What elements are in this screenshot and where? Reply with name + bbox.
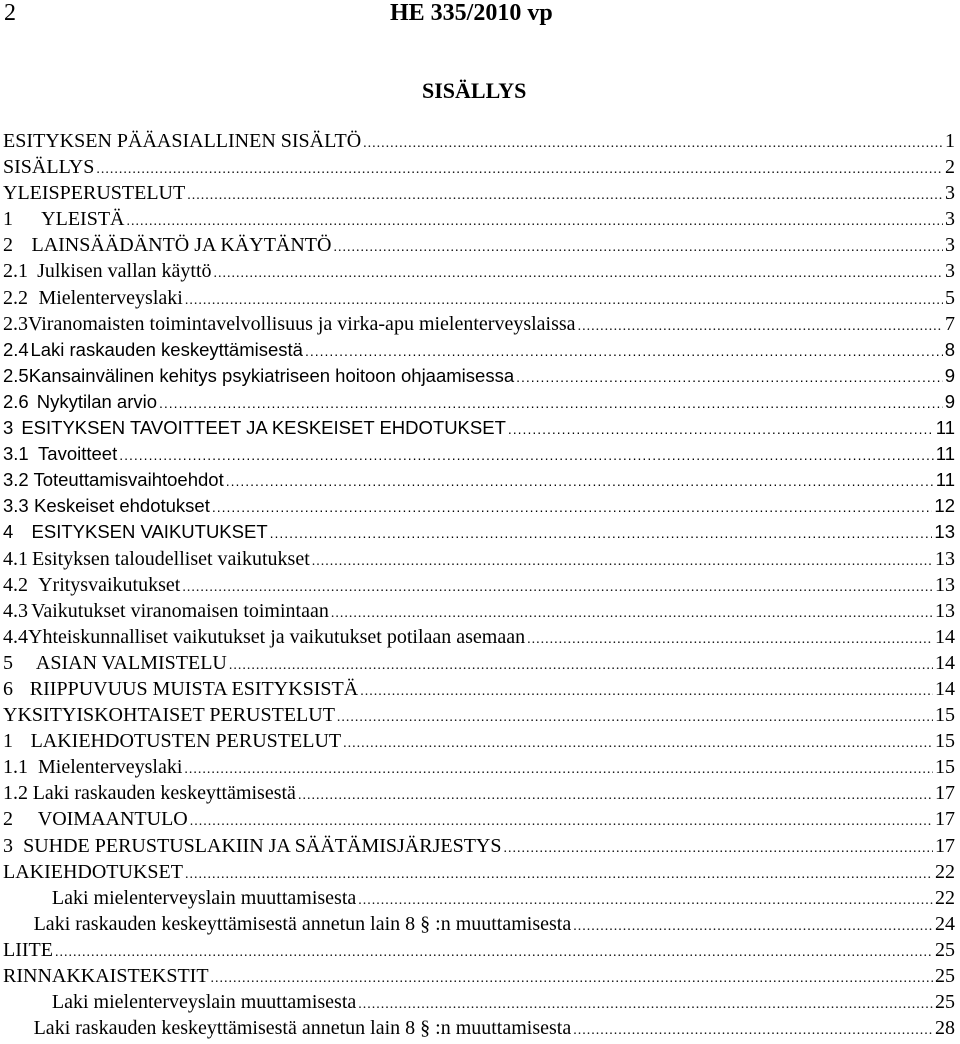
toc-entry-page: 15 [935, 704, 955, 727]
toc-entry[interactable] [3, 624, 955, 650]
toc-entry-label: Keskeiset ehdotukset [34, 495, 210, 517]
toc-leader-dots [503, 836, 933, 862]
toc-entry-page: 3 [945, 234, 955, 257]
toc-entry-number: 3.1 [3, 443, 29, 465]
toc-entry[interactable] [3, 285, 955, 311]
toc-entry-label: Laki mielenterveyslain muuttamisesta [51, 886, 357, 909]
toc-entry-number: 2 [3, 234, 13, 257]
toc-entry-page: 13 [935, 547, 955, 570]
toc-entry-label: LAKIEHDOTUSTEN PERUSTELUT [30, 730, 342, 753]
table-of-contents [3, 128, 955, 1041]
toc-entry-page: 11 [935, 443, 955, 465]
toc-leader-dots [358, 992, 933, 1018]
toc-entry-page: 25 [935, 991, 955, 1014]
toc-entry[interactable] [3, 363, 955, 389]
toc-entry[interactable] [3, 1015, 955, 1041]
toc-leader-dots [343, 731, 933, 757]
toc-entry-label: Yritysvaikutukset [38, 573, 181, 596]
toc-leader-dots [270, 520, 933, 546]
toc-entry-page: 25 [935, 938, 955, 961]
toc-entry-page: 25 [935, 965, 955, 987]
toc-entry[interactable] [3, 337, 955, 363]
toc-leader-dots [214, 261, 943, 287]
toc-entry-number: 4.3 [3, 599, 28, 622]
toc-entry-number: 3 [3, 417, 14, 439]
toc-entry-label: Mielenterveyslaki [38, 286, 183, 309]
toc-entry-page: 22 [935, 886, 955, 909]
toc-leader-dots [527, 627, 933, 653]
toc-leader-dots [508, 416, 934, 442]
toc-entry-label: Laki raskauden keskeyttämisestä [30, 338, 303, 360]
toc-entry-number: 1.2 [3, 782, 28, 805]
toc-entry-number: 4 [3, 521, 14, 543]
toc-entry-label: Esityksen taloudelliset vaikutukset [32, 547, 310, 570]
toc-leader-dots [298, 783, 933, 809]
toc-leader-dots [573, 914, 933, 940]
toc-entry[interactable] [3, 572, 955, 598]
toc-entry-page: 13 [935, 599, 955, 622]
toc-entry[interactable] [3, 258, 955, 284]
toc-leader-dots [337, 705, 933, 731]
toc-entry-label: Tavoitteet [38, 443, 118, 465]
toc-entry-page: 17 [935, 782, 955, 805]
toc-entry-number: 2.4 [3, 338, 29, 360]
toc-entry-page: 3 [945, 182, 955, 205]
toc-entry[interactable] [3, 441, 955, 467]
toc-entry-number: 1 [3, 208, 13, 231]
toc-entry-label: Nykytilan arvio [36, 390, 158, 412]
toc-leader-dots [516, 364, 943, 390]
toc-entry[interactable] [3, 963, 955, 989]
toc-entry[interactable] [3, 519, 955, 545]
toc-entry-number: 2.2 [3, 286, 28, 309]
toc-entry-page: 14 [935, 651, 955, 674]
toc-entry-label: YLEISPERUSTELUT [3, 182, 186, 205]
toc-entry-label: LIITE [3, 938, 53, 961]
toc-leader-dots [573, 1018, 933, 1044]
toc-entry-number: 3.2 [3, 469, 29, 491]
toc-entry-label: Mielenterveyslaki [37, 756, 183, 779]
toc-entry-page: 9 [944, 364, 955, 386]
toc-entry-page: 17 [935, 834, 955, 857]
toc-entry-page: 13 [934, 521, 955, 543]
toc-leader-dots [127, 209, 944, 235]
toc-entry-page: 7 [945, 312, 955, 335]
toc-leader-dots [226, 468, 934, 494]
toc-entry-label: Laki raskauden keskeyttämisestä annetun lain 8 § :n muuttamisesta [33, 912, 572, 935]
toc-entry-label: Julkisen vallan käyttö [37, 260, 212, 283]
toc-entry[interactable] [3, 206, 955, 232]
toc-entry-label: Vaikutukset viranomaisen toimintaan [31, 599, 329, 622]
toc-leader-dots [185, 862, 933, 888]
toc-entry[interactable] [3, 546, 955, 572]
toc-entry[interactable] [3, 493, 955, 519]
toc-entry-page: 12 [934, 495, 955, 517]
toc-entry-label: Laki mielenterveyslain muuttamisesta [51, 991, 357, 1014]
toc-entry-label: ASIAN VALMISTELU [35, 651, 227, 674]
toc-entry[interactable] [3, 911, 955, 937]
toc-entry-number: 2.1 [3, 260, 28, 283]
toc-leader-dots [363, 131, 943, 157]
toc-entry[interactable] [3, 232, 955, 258]
toc-entry-page: 15 [935, 756, 955, 779]
toc-entry-label: Yhteiskunnalliset vaikutukset ja vaikutukset potilaan asemaan [28, 625, 526, 648]
toc-entry[interactable] [3, 311, 955, 337]
toc-leader-dots [211, 966, 933, 992]
toc-entry-label: LAKIEHDOTUKSET [3, 860, 183, 883]
toc-entry[interactable] [3, 754, 955, 780]
toc-entry-number: 2.3 [3, 312, 28, 335]
toc-entry-number: 2.5 [3, 364, 29, 386]
toc-leader-dots [312, 549, 933, 575]
toc-entry-label: LAINSÄÄDÄNTÖ JA KÄYTÄNTÖ [31, 234, 332, 257]
toc-entry[interactable] [3, 806, 955, 832]
toc-leader-dots [358, 888, 933, 914]
toc-entry-page: 1 [945, 130, 955, 152]
toc-leader-dots [96, 157, 943, 183]
toc-entry-page: 22 [935, 860, 955, 883]
toc-entry[interactable] [3, 702, 955, 728]
toc-entry[interactable] [3, 885, 955, 911]
toc-entry[interactable] [3, 989, 955, 1015]
toc-entry-number: 4.2 [3, 573, 28, 596]
toc-entry-page: 5 [945, 286, 955, 309]
toc-leader-dots [55, 940, 933, 966]
toc-entry[interactable] [3, 937, 955, 963]
toc-entry-label: Toteuttamisvaihtoehdot [33, 469, 224, 491]
toc-entry[interactable] [3, 415, 955, 441]
toc-entry-page: 15 [935, 730, 955, 753]
toc-leader-dots [333, 235, 943, 261]
toc-leader-dots [578, 314, 943, 340]
toc-entry-number: 3.3 [3, 495, 29, 517]
toc-entry-page: 11 [935, 469, 955, 491]
toc-entry-label: Laki raskauden keskeyttämisestä [32, 782, 296, 805]
toc-entry-number: 4.4 [3, 625, 28, 648]
toc-entry-page: 8 [944, 338, 955, 360]
toc-entry-page: 3 [945, 260, 955, 283]
toc-entry-page: 13 [935, 573, 955, 596]
toc-leader-dots [229, 653, 933, 679]
toc-title: SISÄLLYS [422, 78, 527, 103]
toc-entry[interactable] [3, 154, 955, 180]
toc-leader-dots [184, 757, 933, 783]
toc-leader-dots [212, 494, 933, 520]
toc-entry-label: VOIMAANTULO [37, 808, 188, 831]
toc-entry-page: 14 [935, 625, 955, 648]
toc-entry-label: YLEISTÄ [41, 208, 125, 231]
toc-leader-dots [182, 575, 933, 601]
toc-entry-label: Viranomaisten toimintavelvollisuus ja virka-apu mielenterveyslaissa [28, 312, 576, 335]
toc-entry[interactable] [3, 467, 955, 493]
toc-entry[interactable] [3, 780, 955, 806]
toc-leader-dots [187, 183, 943, 209]
toc-entry[interactable] [3, 728, 955, 754]
toc-entry-label: RIIPPUVUUS MUISTA ESITYKSISTÄ [29, 677, 359, 700]
toc-entry[interactable] [3, 389, 955, 415]
toc-entry-label: ESITYKSEN TAVOITTEET JA KESKEISET EHDOTUKSET [21, 417, 506, 439]
toc-entry[interactable] [3, 180, 955, 206]
toc-entry-label: Laki raskauden keskeyttämisestä annetun lain 8 § :n muuttamisesta [33, 1017, 572, 1040]
page-number: 2 [4, 0, 16, 26]
toc-leader-dots [185, 288, 943, 314]
toc-leader-dots [331, 601, 933, 627]
toc-entry-label: SUHDE PERUSTUSLAKIIN JA SÄÄTÄMISJÄRJESTYS [23, 834, 502, 857]
toc-entry-page: 3 [945, 208, 955, 231]
toc-entry[interactable] [3, 859, 955, 885]
toc-leader-dots [159, 390, 943, 416]
toc-entry-number: 2 [3, 808, 13, 831]
toc-leader-dots [305, 338, 943, 364]
toc-entry-number: 6 [3, 677, 13, 700]
toc-entry-page: 14 [935, 677, 955, 700]
toc-entry-label: ESITYKSEN VAIKUTUKSET [31, 521, 268, 543]
toc-entry-page: 11 [935, 417, 955, 439]
toc-entry-number: 1.1 [3, 756, 28, 779]
toc-entry[interactable] [3, 833, 955, 859]
toc-leader-dots [119, 442, 934, 468]
toc-entry-number: 4.1 [3, 547, 28, 570]
toc-entry-label: SISÄLLYS [3, 156, 95, 179]
running-head: HE 335/2010 vp [390, 0, 553, 26]
toc-entry-number: 5 [3, 651, 13, 674]
toc-entry-page: 2 [945, 156, 955, 179]
toc-entry-label: RINNAKKAISTEKSTIT [3, 965, 209, 987]
toc-entry-page: 24 [935, 912, 955, 935]
toc-entry-label: YKSITYISKOHTAISET PERUSTELUT [3, 704, 335, 727]
toc-entry[interactable] [3, 650, 955, 676]
toc-entry[interactable] [3, 598, 955, 624]
toc-entry-page: 9 [944, 390, 955, 412]
toc-entry-page: 28 [935, 1017, 955, 1040]
toc-entry-label: ESITYKSEN PÄÄASIALLINEN SISÄLTÖ [3, 130, 362, 152]
toc-entry-number: 2.6 [3, 390, 29, 412]
toc-entry-label: Kansainvälinen kehitys psykiatriseen hoitoon ohjaamisessa [28, 364, 515, 386]
toc-entry-number: 3 [3, 834, 13, 857]
toc-entry[interactable] [3, 128, 955, 154]
toc-leader-dots [360, 679, 933, 705]
toc-entry-page: 17 [935, 808, 955, 831]
toc-entry-number: 1 [3, 730, 13, 753]
toc-leader-dots [190, 809, 933, 835]
toc-entry[interactable] [3, 676, 955, 702]
